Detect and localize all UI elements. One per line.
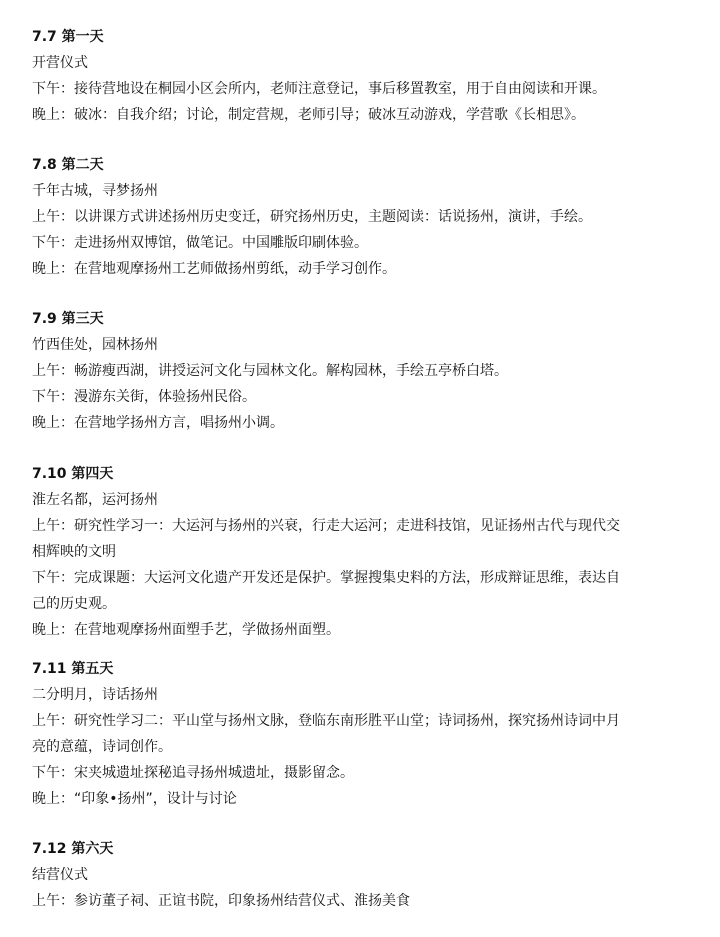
schedule-entry: 上午：研究性学习二：平山堂与扬州文脉，登临东南形胜平山堂；诗词扬州，探究扬州诗词中月亮的意蕴，诗词创作。 <box>32 713 620 755</box>
day-heading: 7.8 第二天 <box>32 157 104 173</box>
schedule-entry: 晚上：在营地观摩扬州面塑手艺，学做扬州面塑。 <box>32 622 340 638</box>
schedule-entry: 上午：研究性学习一：大运河与扬州的兴衰，行走大运河；走进科技馆，见证扬州古代与现代交相辉映的文明 <box>32 518 620 560</box>
day-heading: 7.11 第五天 <box>32 661 114 677</box>
schedule-entry: 上午：以讲课方式讲述扬州历史变迁，研究扬州历史，主题阅读：话说扬州，演讲，手绘。 <box>32 209 592 225</box>
schedule-entry: 晚上：破冰：自我介绍；讨论，制定营规，老师引导；破冰互动游戏，学营歌《长相思》。 <box>32 107 585 123</box>
day-section <box>32 152 672 282</box>
schedule-entry: 下午：宋夹城遗址探秘追寻扬州城遗址，摄影留念。 <box>32 765 354 781</box>
day-section <box>32 836 672 914</box>
day-heading: 7.12 第六天 <box>32 841 114 857</box>
schedule-entry: 上午：畅游瘦西湖，讲授运河文化与园林文化。解构园林，手绘五亭桥白塔。 <box>32 363 508 379</box>
schedule-entry: 下午：接待营地设在桐园小区会所内，老师注意登记，事后移置教室，用于自由阅读和开课。 <box>32 81 606 97</box>
day-section <box>32 656 672 812</box>
day-theme: 结营仪式 <box>32 867 88 883</box>
day-heading: 7.10 第四天 <box>32 466 114 482</box>
schedule-entry: 晚上：在营地学扬州方言，唱扬州小调。 <box>32 415 284 431</box>
day-theme: 竹西佳处，园林扬州 <box>32 337 158 353</box>
schedule-entry: 晚上：在营地观摩扬州工艺师做扬州剪纸，动手学习创作。 <box>32 261 396 277</box>
day-section <box>32 306 672 436</box>
day-theme: 开营仪式 <box>32 55 88 71</box>
day-theme: 千年古城，寻梦扬州 <box>32 183 158 199</box>
day-theme: 二分明月，诗话扬州 <box>32 687 158 703</box>
schedule-entry: 下午：漫游东关街，体验扬州民俗。 <box>32 389 256 405</box>
day-heading: 7.9 第三天 <box>32 311 104 327</box>
day-theme: 淮左名都，运河扬州 <box>32 492 158 508</box>
schedule-entry: 上午：参访董子祠、正谊书院，印象扬州结营仪式、淮扬美食 <box>32 893 410 909</box>
schedule-entry: 晚上：“印象•扬州”，设计与讨论 <box>32 791 237 807</box>
day-section <box>32 461 672 643</box>
schedule-entry: 下午：走进扬州双博馆，做笔记。中国雕版印刷体验。 <box>32 235 368 251</box>
day-section <box>32 24 672 128</box>
day-heading: 7.7 第一天 <box>32 29 104 45</box>
schedule-entry: 下午：完成课题：大运河文化遗产开发还是保护。掌握搜集史料的方法，形成辩证思维，表达自己的历史观。 <box>32 570 620 612</box>
